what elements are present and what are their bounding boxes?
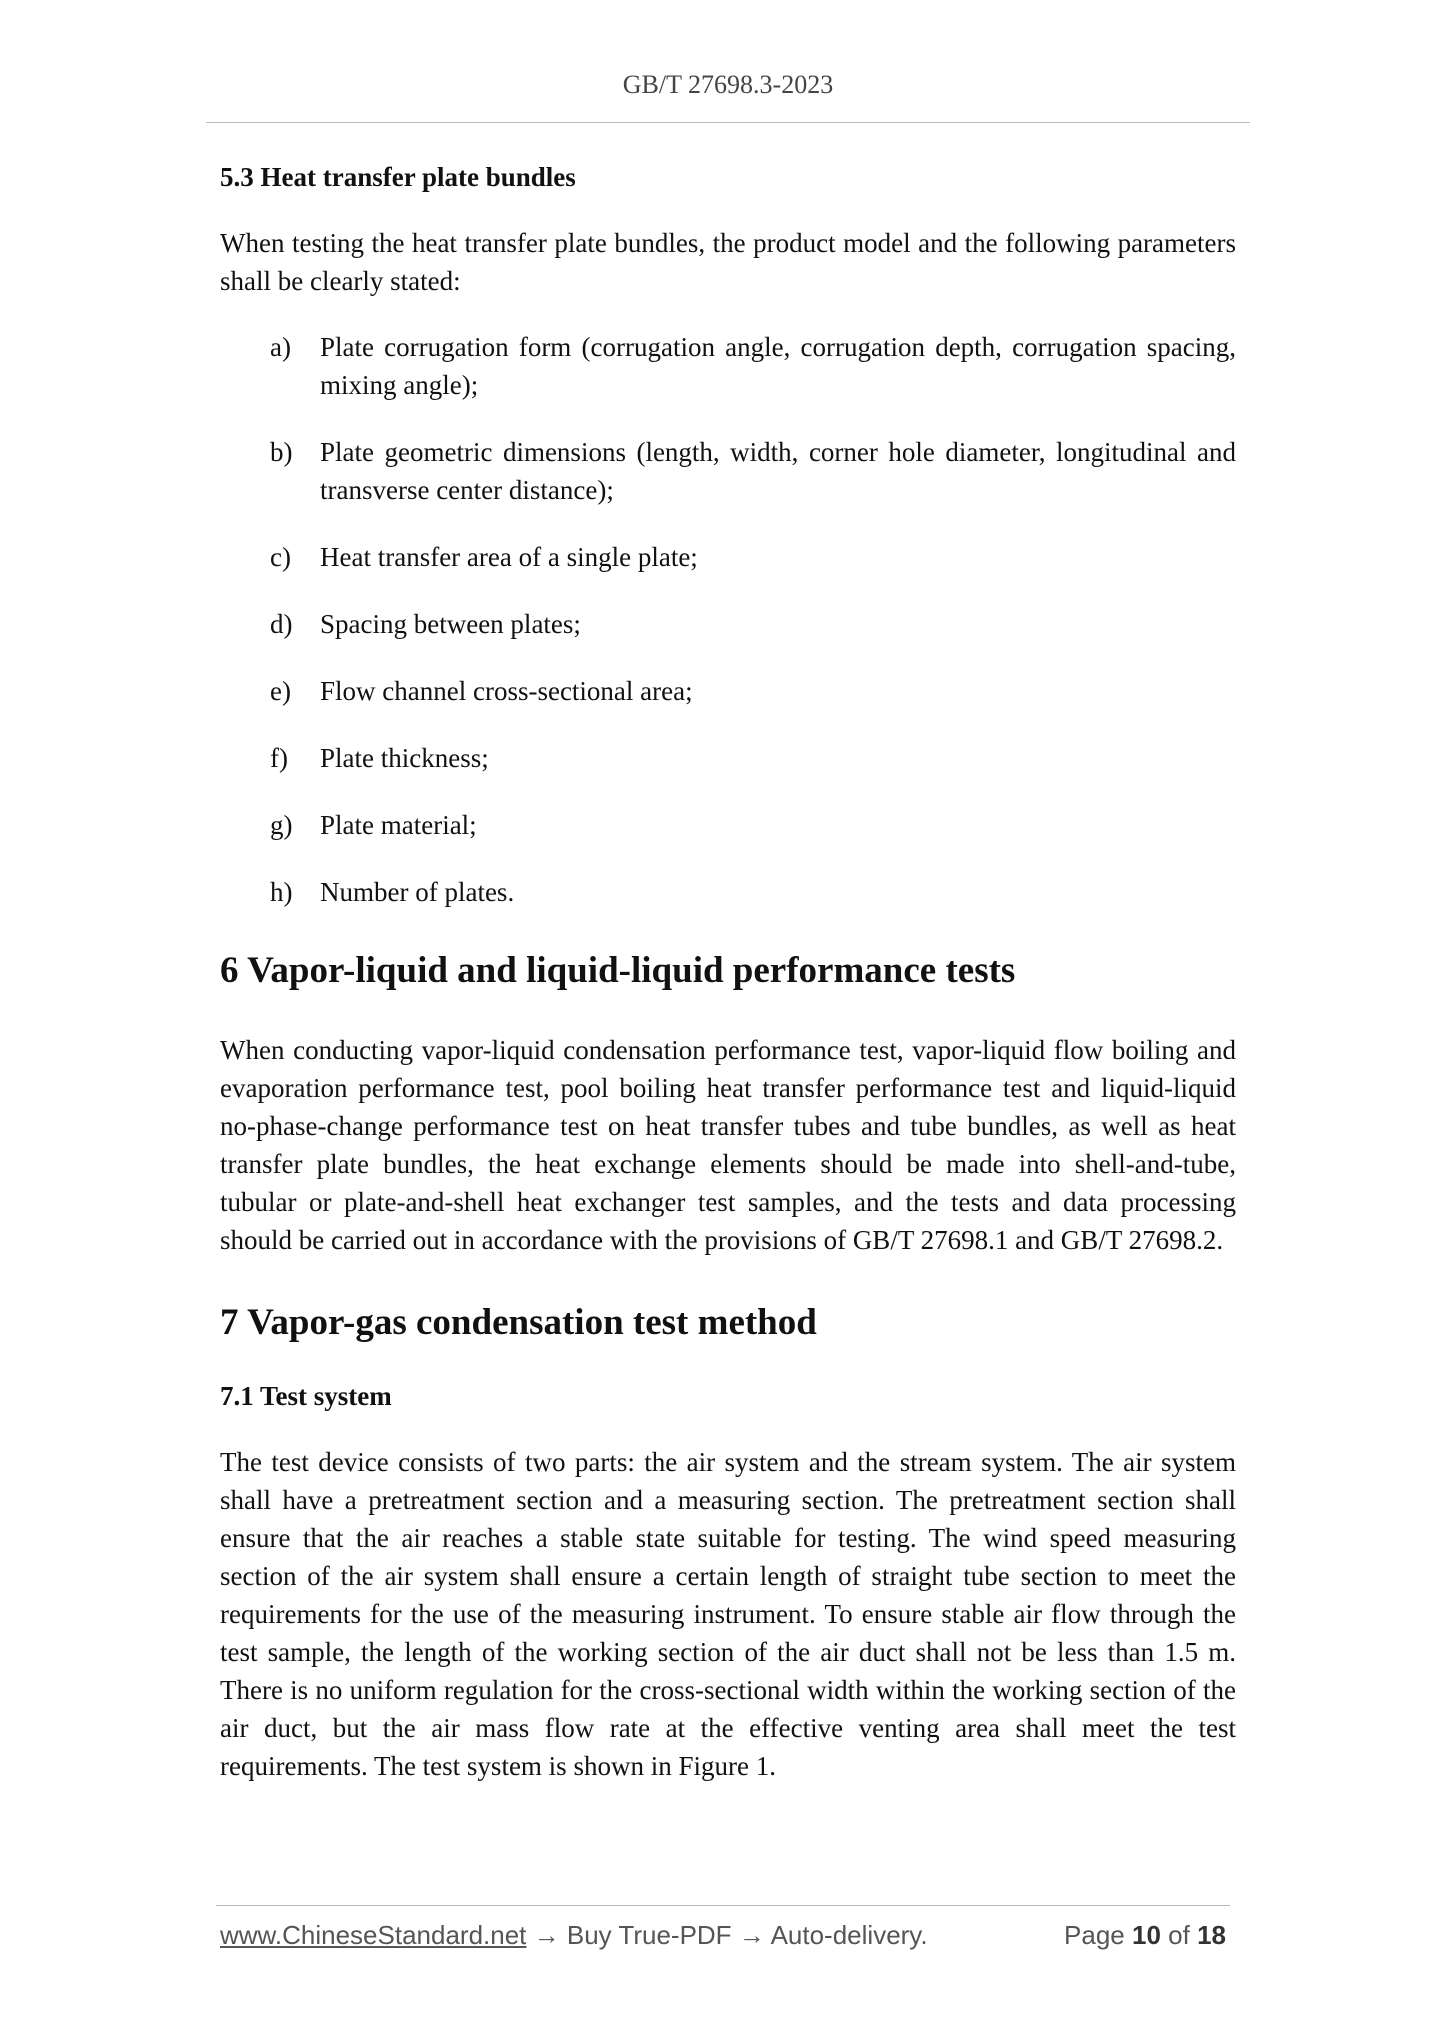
list-marker: c): [270, 542, 291, 572]
section-5-3-heading: 5.3 Heat transfer plate bundles: [220, 162, 576, 192]
page-number: [1064, 1920, 1226, 1951]
footer-promo: [220, 1920, 928, 1951]
list-text: Heat transfer area of a single plate;: [320, 542, 698, 572]
section-6-body: When conducting vapor-liquid condensation performance test, vapor-liquid flow boiling and evaporation performance test, pool boiling heat transfer performance test and liquid-liquid no-phase-change performance test on heat transfer tubes and tube bundles, as well as heat transfer plate bundles, the heat exchange elements should be made into shell-and-tube, tubular or plate-and-shell heat exchanger test samples, and the tests and data processing should be carried out in accordance with the provisions of GB/T 27698.1 and GB/T 27698.2.: [220, 1035, 1236, 1255]
header-divider: [206, 122, 1250, 123]
list-text: Flow channel cross-sectional area;: [320, 676, 693, 706]
list-marker: d): [270, 609, 293, 639]
list-text: Plate geometric dimensions (length, width, corner hole diameter, longitudinal and transverse center distance);: [320, 437, 1236, 505]
list-marker: g): [270, 810, 293, 840]
section-7-1-heading: 7.1 Test system: [220, 1381, 392, 1411]
page-current: 10: [1132, 1920, 1161, 1950]
list-text: Plate thickness;: [320, 743, 489, 773]
list-item: [220, 806, 1236, 844]
document-header: GB/T 27698.3-2023: [622, 70, 834, 99]
list-item: [220, 328, 1236, 404]
list-text: Spacing between plates;: [320, 609, 581, 639]
plate-parameter-list: [220, 328, 1236, 911]
section-6-heading: 6 Vapor-liquid and liquid-liquid performance tests: [220, 950, 1016, 991]
page-label: Page: [1064, 1920, 1125, 1950]
document-body: [220, 158, 1236, 1785]
list-item: [220, 538, 1236, 576]
list-item: [220, 605, 1236, 643]
section-5-3-intro: When testing the heat transfer plate bundles, the product model and the following parameters shall be clearly stated:: [220, 228, 1236, 296]
list-marker: e): [270, 676, 291, 706]
section-7-heading: 7 Vapor-gas condensation test method: [220, 1302, 817, 1343]
footer-tagline: → Buy True-PDF → Auto-delivery.: [526, 1920, 928, 1950]
list-text: Number of plates.: [320, 877, 515, 907]
list-text: Plate corrugation form (corrugation angle, corrugation depth, corrugation spacing, mixing angle);: [320, 332, 1236, 400]
list-item: [220, 873, 1236, 911]
list-text: Plate material;: [320, 810, 477, 840]
list-item: [220, 672, 1236, 710]
list-marker: a): [270, 332, 291, 362]
website-link[interactable]: www.ChineseStandard.net: [220, 1920, 527, 1950]
footer-divider: [216, 1905, 1230, 1906]
page-total: 18: [1197, 1920, 1226, 1950]
section-7-1-body: The test device consists of two parts: the air system and the stream system. The air system shall have a pretreatment section and a measuring section. The pretreatment section shall ensure that the air reaches a stable state suitable for testing. The wind speed measuring section of the air system shall ensure a certain length of straight tube section to meet the requirements for the use of the measuring instrument. To ensure stable air flow through the test sample, the length of the working section of the air duct shall not be less than 1.5 m. There is no uniform regulation for the cross-sectional width within the working section of the air duct, but the air mass flow rate at the effective venting area shall meet the test requirements. The test system is shown in Figure 1.: [220, 1447, 1236, 1781]
list-marker: b): [270, 437, 293, 467]
page-footer: [220, 1920, 1226, 1951]
list-item: [220, 739, 1236, 777]
list-marker: h): [270, 877, 293, 907]
page-of: of: [1168, 1920, 1190, 1950]
list-marker: f): [270, 743, 288, 773]
list-item: [220, 433, 1236, 509]
